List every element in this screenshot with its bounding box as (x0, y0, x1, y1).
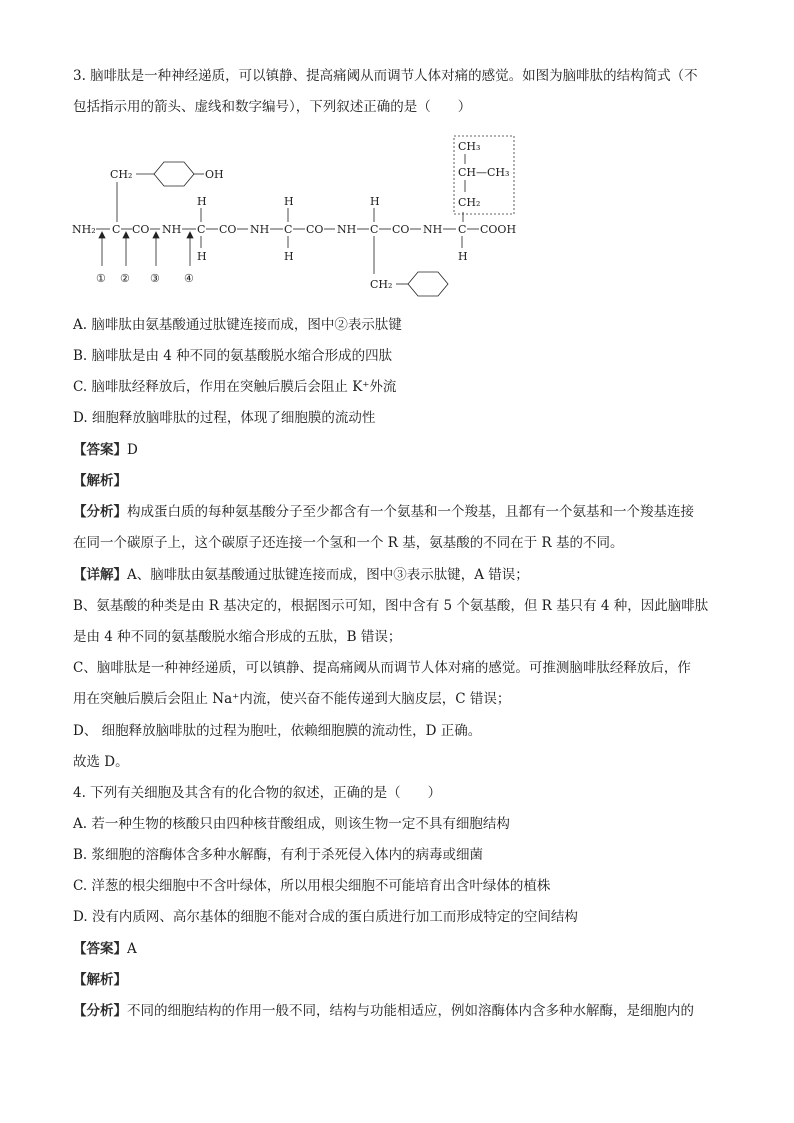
fig-h-2: H (284, 195, 294, 208)
fig-ch3: CH₃ (458, 140, 481, 153)
q3-stem-line1: 3. 脑啡肽是一种神经递质，可以镇静、提高痛阈从而调节人体对痛的感觉。如图为脑啡肽的结构简式（不 (73, 68, 698, 84)
q3-answer (73, 440, 138, 460)
q3-option-b: B. 脑啡肽是由 4 种不同的氨基酸脱水缩合形成的四肽 (73, 348, 393, 364)
q3-xiangjie-b1: B、氨基酸的种类是由 R 基决定的，根据图示可知，图中含有 5 个氨基酸，但 R 基只有 4 种，因此脑啡肽 (73, 598, 709, 614)
fig-h-3: H (370, 195, 380, 208)
fig-h-5: H (284, 250, 294, 263)
fig-label-2: ② (120, 272, 130, 285)
q4-option-b: B. 浆细胞的溶酶体含多种水解酶，有利于杀死侵入体内的病毒或细菌 (73, 847, 484, 863)
q3-answer-tag: 【答案】 (73, 442, 127, 458)
q3-option-c: C. 脑啡肽经释放后，作用在突触后膜后会阻止 K⁺外流 (73, 379, 397, 395)
fig-c-4: C (370, 223, 379, 236)
fig-ch2-top: CH₂ (458, 196, 481, 209)
q3-xiangjie-c1: C、脑啡肽是一种神经递质，可以镇静、提高痛阈从而调节人体对痛的感觉。可推测脑啡肽经释放后，作 (73, 660, 691, 676)
fig-co-2: CO (219, 223, 237, 236)
fig-nh-1: NH (162, 223, 182, 236)
fig-oh: OH (205, 168, 224, 181)
fig-nh-4: NH (423, 223, 443, 236)
q4-option-c: C. 洋葱的根尖细胞中不含叶绿体，所以用根尖细胞不可能培育出含叶绿体的植株 (73, 878, 551, 894)
fig-c-1: C (112, 223, 121, 236)
pointer-arrows (99, 232, 193, 266)
fig-co-4: CO (392, 223, 410, 236)
fig-nh-2: NH (250, 223, 270, 236)
fig-h-6: H (458, 250, 468, 263)
fig-ch2-left: CH₂ (110, 168, 133, 181)
fig-cooh: COOH (480, 223, 517, 236)
q3-fenxi-tag: 【分析】 (73, 504, 127, 520)
q3-xiangjie-c2: 用在突触后膜后会阻止 Na⁺内流，使兴奋不能传递到大脑皮层，C 错误； (73, 691, 511, 707)
q3-xiangjie-a-text: A、脑啡肽由氨基酸通过肽键连接而成，图中③表示肽键，A 错误； (127, 567, 529, 583)
q3-fenxi-line2: 在同一个碳原子上，这个碳原子还连接一个氢和一个 R 基，氨基酸的不同在于 R 基的不同。 (73, 535, 624, 551)
q3-option-a: A. 脑啡肽由氨基酸通过肽键连接而成，图中②表示肽键 (73, 317, 402, 333)
q3-xiangjie-d: D、 细胞释放脑啡肽的过程为胞吐，依赖细胞膜的流动性，D 正确。 (73, 723, 482, 739)
q3-xiangjie-a (73, 565, 529, 585)
q3-guxuan: 故选 D。 (73, 754, 129, 770)
q4-stem: 4. 下列有关细胞及其含有的化合物的叙述，正确的是（ ） (73, 785, 442, 801)
q3-stem-line2: 包括指示用的箭头、虚线和数字编号），下列叙述正确的是（ ） (73, 99, 472, 115)
fig-c-2: C (197, 223, 206, 236)
q3-fenxi-text1: 构成蛋白质的每种氨基酸分子至少都含有一个氨基和一个羧基，且都有一个氨基和一个羧基连接 (127, 504, 694, 520)
q4-answer (73, 939, 137, 959)
benzene-ring-bottom (408, 272, 448, 296)
fig-nh2: NH₂ (72, 223, 96, 236)
q3-option-d: D. 细胞释放脑啡肽的过程，体现了细胞膜的流动性 (73, 410, 376, 426)
q4-option-d: D. 没有内质网、高尔基体的细胞不能对合成的蛋白质进行加工而形成特定的空间结构 (73, 909, 578, 925)
q3-analysis-tag: 【解析】 (73, 473, 127, 489)
fig-label-1: ① (96, 272, 106, 285)
fig-label-3: ③ (150, 272, 160, 285)
q3-fenxi-line1 (73, 502, 694, 522)
q4-answer-value: A (127, 941, 137, 957)
q3-xiangjie-tag: 【详解】 (73, 567, 127, 583)
fig-co-1: CO (132, 223, 150, 236)
fig-label-4: ④ (184, 272, 194, 285)
q4-option-a: A. 若一种生物的核酸只由四种核苷酸组成，则该生物一定不具有细胞结构 (73, 816, 510, 832)
q4-fenxi-line1 (73, 1001, 694, 1021)
fig-nh-3: NH (337, 223, 357, 236)
q3-answer-value: D (127, 442, 138, 458)
fig-co-3: CO (306, 223, 324, 236)
q4-fenxi-tag: 【分析】 (73, 1003, 127, 1019)
fig-c-3: C (284, 223, 293, 236)
enkephalin-structure-figure (70, 130, 530, 300)
benzene-ring-top (154, 162, 194, 186)
fig-h-4: H (197, 250, 207, 263)
q3-xiangjie-b2: 是由 4 种不同的氨基酸脱水缩合形成的五肽，B 错误； (73, 629, 402, 645)
fig-h-1: H (197, 195, 207, 208)
q4-analysis-tag: 【解析】 (73, 972, 127, 988)
fig-ch-ch3: CH—CH₃ (458, 166, 510, 179)
fig-ch2-bottom: CH₂ (370, 278, 393, 291)
q4-fenxi-text1: 不同的细胞结构的作用一般不同，结构与功能相适应，例如溶酶体内含多种水解酶，是细胞内的 (127, 1003, 694, 1019)
q4-answer-tag: 【答案】 (73, 941, 127, 957)
fig-c-5: C (458, 223, 467, 236)
